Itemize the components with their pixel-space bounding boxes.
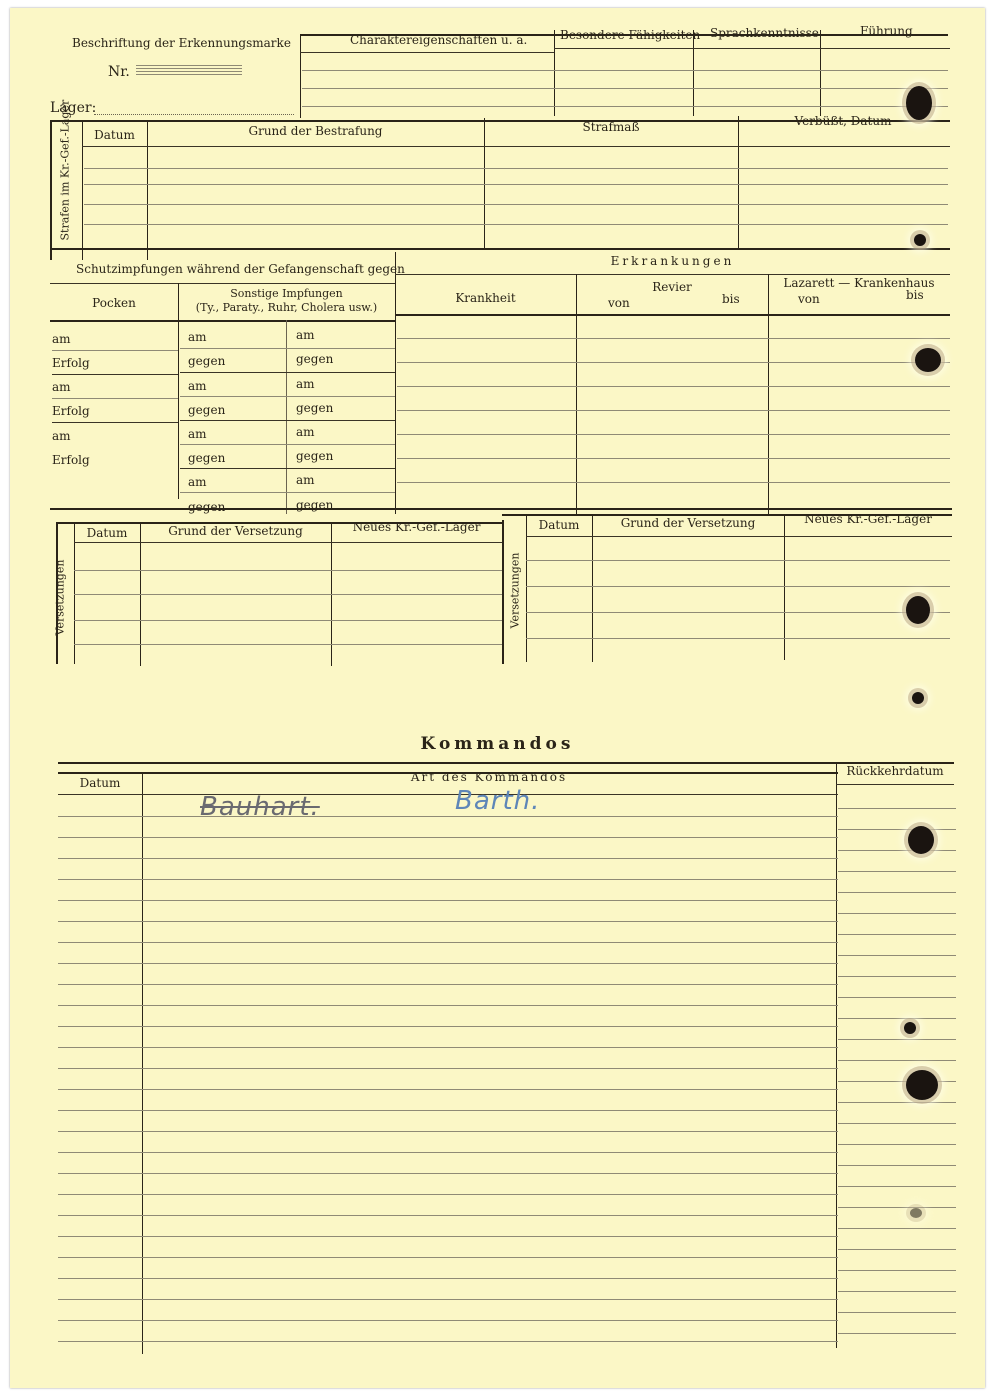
punch-hole	[906, 596, 930, 624]
illnesses-title: Erkrankungen	[610, 254, 735, 268]
kommandos-row-rule	[58, 1110, 838, 1111]
other-vacc-row: am	[188, 475, 207, 489]
kommandos-row-rule	[838, 892, 956, 893]
other-vacc-row: gegen	[296, 401, 334, 415]
kommandos-title: Kommandos	[420, 734, 575, 754]
other-vacc-row: gegen	[188, 500, 226, 514]
kommandos-row-rule	[838, 1249, 956, 1250]
revier-label: Revier	[652, 280, 692, 294]
conduct-label: Führung	[860, 24, 913, 38]
pocken-row: am	[52, 332, 71, 346]
other-vacc-sublabel: (Ty., Paraty., Ruhr, Cholera usw.)	[195, 301, 378, 314]
transfers-right-col-camp: Neues Kr.-Gef.-Lager	[804, 512, 932, 526]
kommandos-row-rule	[838, 1060, 956, 1061]
document-sheet	[10, 8, 985, 1388]
kommandos-row-rule	[58, 858, 838, 859]
other-vacc-row: gegen	[296, 498, 334, 512]
kommandos-row-rule	[838, 1081, 956, 1082]
transfers-right-col-datum: Datum	[538, 518, 580, 532]
header-divider	[693, 30, 694, 116]
kommandos-row-rule	[838, 1333, 956, 1334]
transfers-left-col-camp: Neues Kr.-Gef.-Lager	[352, 520, 481, 534]
other-vacc-row: gegen	[296, 449, 334, 463]
transfers-right-row-rule	[526, 638, 950, 639]
kommandos-divider	[836, 762, 837, 1348]
header-rule	[554, 48, 950, 49]
illnesses-row-rule	[397, 434, 950, 435]
kommandos-row-rule	[58, 900, 838, 901]
transfers-right-row-rule	[526, 586, 950, 587]
kommandos-top-rule-right	[58, 762, 954, 764]
lager-label: Lager:	[50, 100, 97, 116]
kommandos-row-rule	[58, 1005, 838, 1006]
kommandos-row-rule	[58, 942, 838, 943]
illnesses-row-rule	[397, 482, 950, 483]
kommando-entry-struck: Bauhart.	[200, 792, 320, 822]
kommandos-row-rule	[838, 934, 956, 935]
nr-label: Nr.	[108, 64, 130, 80]
kommandos-row-rule	[838, 1228, 956, 1229]
char-label: Charaktereigenschaften u. a.	[350, 33, 528, 47]
kommandos-row-rule	[58, 837, 838, 838]
illnesses-row-rule	[397, 386, 950, 387]
kommandos-row-rule	[838, 1207, 956, 1208]
other-vacc-row: gegen	[296, 352, 334, 366]
transfers-right-col-reason: Grund der Versetzung	[620, 516, 756, 530]
punishments-col-reason: Grund der Bestrafung	[248, 124, 383, 138]
kommandos-row-rule	[58, 879, 838, 880]
transfers-left-col-datum: Datum	[86, 526, 128, 540]
vaccinations-title: Schutzimpfungen während der Gefangenschaft gegen	[76, 262, 405, 276]
transfers-right-header-rule	[526, 536, 952, 537]
illnesses-row-rule	[397, 458, 950, 459]
pocken-row: Erfolg	[52, 356, 90, 370]
kommandos-row-rule	[838, 1270, 956, 1271]
other-vacc-row-rule	[180, 396, 395, 397]
punch-hole	[910, 1208, 922, 1218]
header-rule	[302, 88, 948, 89]
kommandos-row-rule	[58, 1278, 838, 1279]
punishments-row-rule	[84, 168, 948, 169]
transfers-right-row-rule	[526, 560, 950, 561]
transfers-left-side-label: Versetzungen	[53, 559, 67, 636]
punishments-row-rule	[84, 204, 948, 205]
kommandos-row-rule	[58, 1068, 838, 1069]
kommandos-row-rule	[838, 1102, 956, 1103]
other-vacc-row: am	[296, 377, 315, 391]
pocken-row-rule	[52, 398, 178, 399]
kommandos-header-rule	[58, 794, 838, 795]
lazarett-von-label: von	[798, 292, 820, 306]
punishments-header-rule	[82, 146, 950, 147]
kommandos-col-type: Art des Kommandos	[410, 770, 568, 784]
pocken-row: am	[52, 429, 71, 443]
kommandos-row-rule	[838, 1165, 956, 1166]
transfers-divider	[74, 522, 75, 664]
punch-hole	[915, 348, 941, 372]
other-vacc-label: Sonstige Impfungen	[230, 287, 343, 300]
punch-hole	[914, 234, 926, 246]
punch-hole	[906, 1070, 938, 1100]
kommandos-row-rule	[58, 1299, 838, 1300]
pocken-row-rule	[52, 374, 178, 375]
transfers-left-header-rule	[74, 542, 502, 543]
header-divider	[300, 34, 301, 118]
punch-hole	[904, 1022, 916, 1034]
kommandos-row-rule	[838, 976, 956, 977]
pocken-row: am	[52, 380, 71, 394]
kommandos-row-rule	[58, 1152, 838, 1153]
kommandos-row-rule	[58, 1215, 838, 1216]
transfers-left-row-rule	[74, 644, 502, 645]
kommandos-row-rule	[58, 1341, 838, 1342]
kommandos-row-rule	[838, 1039, 956, 1040]
kommandos-row-rule	[838, 1018, 956, 1019]
kommandos-row-rule	[838, 1312, 956, 1313]
other-vacc-row: gegen	[188, 403, 226, 417]
kommandos-header-rule-right	[836, 784, 954, 785]
vaccinations-divider	[178, 283, 179, 499]
header-divider	[820, 30, 821, 116]
kommandos-row-rule	[838, 1123, 956, 1124]
kommandos-row-rule	[58, 1320, 838, 1321]
punishments-frame	[50, 120, 52, 260]
kommandos-row-rule	[838, 1291, 956, 1292]
pocken-label: Pocken	[92, 296, 136, 310]
transfers-left-col-reason: Grund der Versetzung	[168, 524, 303, 538]
transfers-right-side-label: Versetzungen	[508, 552, 522, 629]
kommandos-row-rule	[838, 955, 956, 956]
kommandos-col-datum: Datum	[79, 776, 121, 790]
kommandos-row-rule	[58, 984, 838, 985]
skills-label: Besondere Fähigkeiten	[560, 28, 701, 42]
lazarett-bis-label: bis	[906, 288, 924, 302]
kommandos-row-rule	[58, 1131, 838, 1132]
transfers-divider	[502, 520, 504, 664]
kommandos-row-rule	[58, 1194, 838, 1195]
illnesses-divider	[768, 274, 769, 514]
vaccinations-bottom-rule	[50, 508, 952, 510]
lang-label: Sprachkenntnisse	[710, 26, 819, 40]
pocken-row-rule	[52, 350, 178, 351]
kommandos-row-rule	[838, 997, 956, 998]
header-rule	[300, 52, 554, 53]
punch-hole	[908, 826, 934, 854]
punishments-row-rule	[84, 224, 948, 225]
kommandos-row-rule	[58, 921, 838, 922]
pocken-row: Erfolg	[52, 453, 90, 467]
punch-hole	[912, 692, 924, 704]
pocken-row: Erfolg	[52, 404, 90, 418]
kommandos-row-rule	[838, 850, 956, 851]
other-vacc-row-rule	[180, 492, 395, 493]
header-rule	[302, 70, 948, 71]
nr-field	[136, 63, 242, 77]
illnesses-row-rule	[397, 410, 950, 411]
punishments-col-datum: Datum	[94, 128, 135, 142]
kommandos-row-rule	[838, 913, 956, 914]
revier-von-label: von	[608, 296, 630, 310]
transfers-left-row-rule	[74, 620, 502, 621]
other-vacc-row: am	[296, 328, 315, 342]
kommandos-col-return: Rückkehrdatum	[846, 764, 944, 778]
kommandos-row-rule	[838, 1186, 956, 1187]
transfers-right-row-rule	[526, 612, 950, 613]
kommandos-row-rule	[838, 808, 956, 809]
other-vacc-row-rule	[180, 468, 395, 469]
tag-label: Beschriftung der Erkennungsmarke	[72, 36, 291, 50]
pocken-row-rule	[52, 422, 178, 423]
punishments-divider	[738, 116, 739, 248]
lazarett-label: Lazarett — Krankenhaus	[783, 276, 935, 290]
other-vacc-row-rule	[180, 348, 395, 349]
header-divider	[554, 30, 555, 116]
kommandos-row-rule	[58, 1257, 838, 1258]
other-vacc-row-rule	[180, 444, 395, 445]
transfers-left-row-rule	[74, 570, 502, 571]
kommandos-row-rule	[58, 816, 838, 817]
other-vacc-row: am	[188, 427, 207, 441]
punishments-bottom-rule	[50, 248, 950, 250]
kommandos-divider	[142, 772, 143, 1354]
vaccinations-rule	[50, 283, 395, 284]
punishments-col-penalty: Strafmaß	[582, 120, 640, 134]
other-vacc-row: am	[188, 330, 207, 344]
illnesses-divider	[576, 274, 577, 514]
other-vacc-row: gegen	[188, 451, 226, 465]
illnesses-rule	[395, 274, 950, 275]
punch-hole	[906, 86, 932, 120]
other-vacc-row-rule	[180, 420, 395, 421]
krankheit-label: Krankheit	[455, 291, 516, 305]
kommando-entry: Barth.	[455, 786, 541, 816]
other-vacc-row: gegen	[188, 354, 226, 368]
kommandos-row-rule	[58, 1026, 838, 1027]
vaccinations-divider	[286, 320, 287, 514]
illnesses-row-rule	[397, 362, 950, 363]
other-vacc-row: am	[296, 473, 315, 487]
kommandos-row-rule	[58, 963, 838, 964]
kommandos-row-rule	[58, 1047, 838, 1048]
lager-field	[94, 114, 294, 115]
other-vacc-row: am	[296, 425, 315, 439]
kommandos-row-rule	[838, 829, 956, 830]
illnesses-row-rule	[397, 338, 950, 339]
punishments-side-label: Strafen im Kr.-Gef.-Lager	[58, 99, 72, 241]
vaccinations-header-rule	[50, 320, 395, 322]
punishments-col-served: Verbüßt, Datum	[794, 114, 892, 128]
kommandos-row-rule	[838, 871, 956, 872]
kommandos-row-rule	[58, 1173, 838, 1174]
other-vacc-row-rule	[180, 372, 395, 373]
header-rule	[302, 106, 948, 107]
kommandos-row-rule	[58, 1236, 838, 1237]
other-vacc-row: am	[188, 379, 207, 393]
kommandos-row-rule	[58, 1089, 838, 1090]
punishments-row-rule	[84, 184, 948, 185]
transfers-left-row-rule	[74, 594, 502, 595]
kommandos-row-rule	[838, 1144, 956, 1145]
punishments-divider	[147, 120, 148, 260]
illnesses-header-rule	[395, 314, 950, 316]
revier-bis-label: bis	[722, 292, 740, 306]
